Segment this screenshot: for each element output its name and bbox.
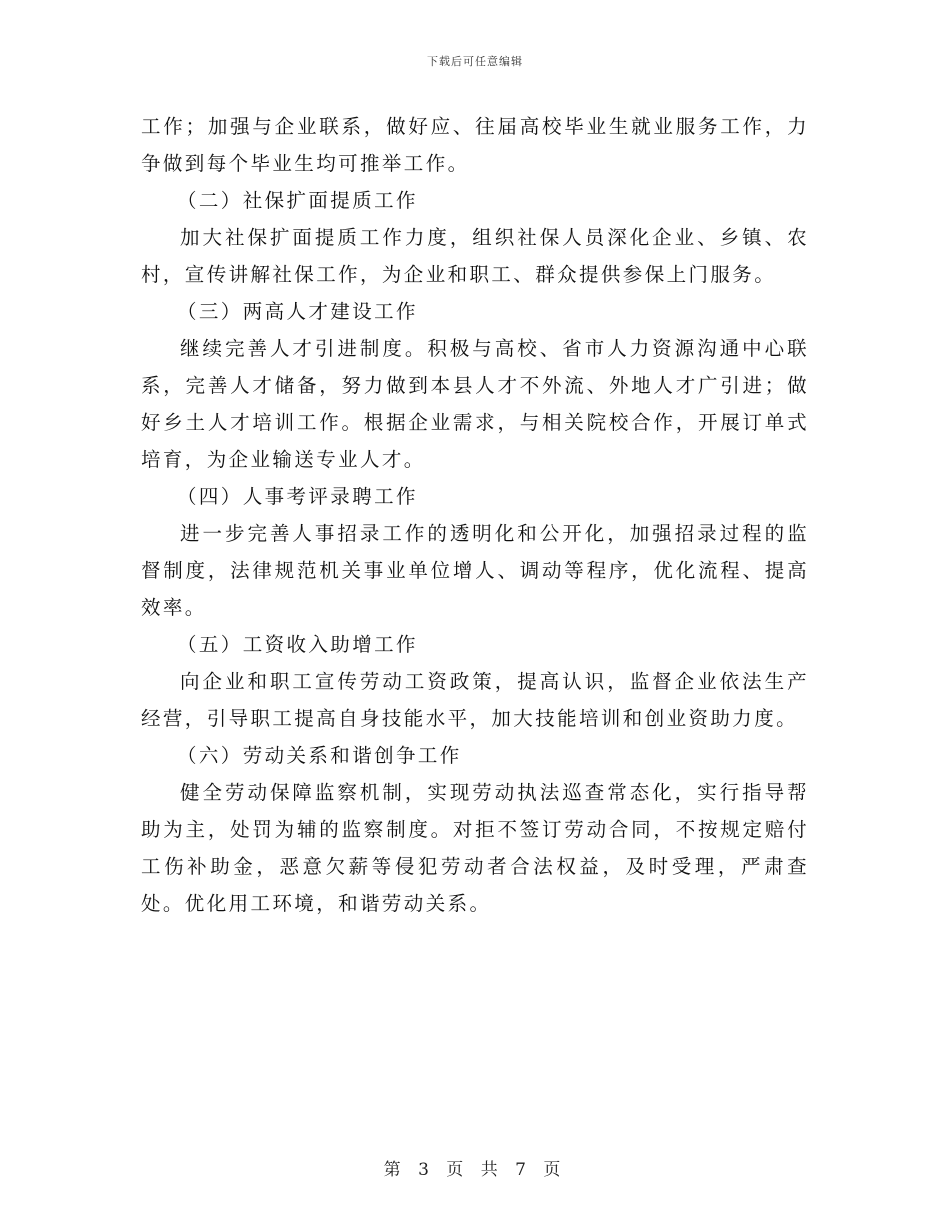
paragraph-section-6: 健全劳动保障监察机制，实现劳动执法巡查常态化，实行指导帮助为主，处罚为辅的监察制度。对拒不签订劳动合同，不按规定赔付工伤补助金，恶意欠薪等侵犯劳动者合法权益，及时受理，严肃查处。优化用工环境，和谐劳动关系。: [141, 781, 809, 915]
page-number-footer: 第 3 页 共 7 页: [383, 1160, 567, 1180]
section-heading-2: （二）社保扩面提质工作: [177, 189, 418, 212]
paragraph-section-3: 继续完善人才引进制度。积极与高校、省市人力资源沟通中心联系，完善人才储备，努力做到本县人才不外流、外地人才广引进；做好乡土人才培训工作。根据企业需求，与相关院校合作，开展订单式培育，为企业输送专业人才。: [141, 337, 809, 471]
page-header: 下载后可任意编辑: [427, 55, 523, 68]
paragraph-section-5: 向企业和职工宣传劳动工资政策，提高认识，监督企业依法生产经营，引导职工提高自身技能水平，加大技能培训和创业资助力度。: [141, 670, 809, 730]
paragraph-continued: 工作；加强与企业联系，做好应、往届高校毕业生就业服务工作，力争做到每个毕业生均可推举工作。: [141, 115, 809, 175]
section-heading-6: （六）劳动关系和谐创争工作: [177, 744, 462, 767]
document-body: [141, 108, 809, 922]
section-heading-3: （三）两高人才建设工作: [177, 300, 418, 323]
paragraph-section-2: 加大社保扩面提质工作力度，组织社保人员深化企业、乡镇、农村，宣传讲解社保工作，为企业和职工、群众提供参保上门服务。: [141, 226, 809, 286]
section-heading-5: （五）工资收入助增工作: [177, 633, 418, 656]
paragraph-section-4: 进一步完善人事招录工作的透明化和公开化，加强招录过程的监督制度，法律规范机关事业单位增人、调动等程序，优化流程、提高效率。: [141, 522, 809, 619]
section-heading-4: （四）人事考评录聘工作: [177, 485, 418, 508]
